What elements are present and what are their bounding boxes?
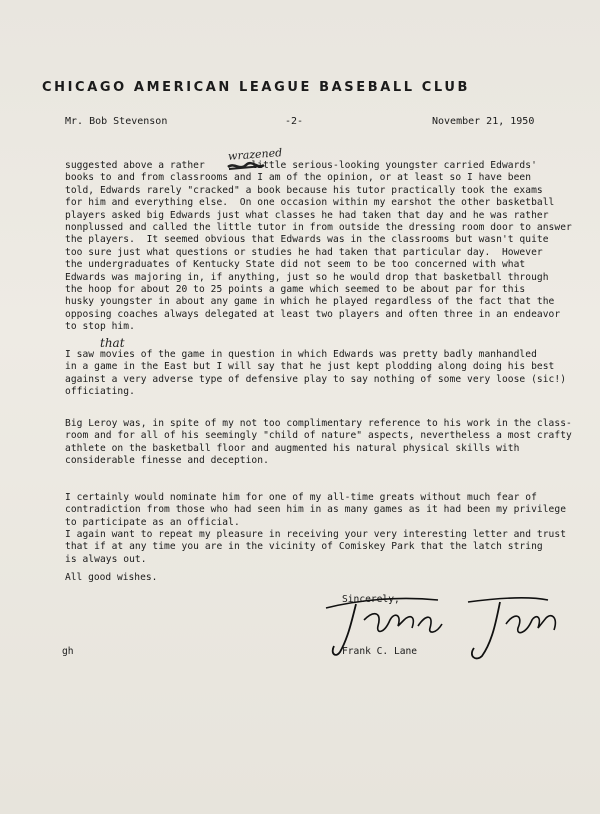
handwritten-insertion: wrazened — [227, 146, 283, 163]
body-paragraph-5: I again want to repeat my pleasure in receiving your very interesting letter and trust that if at any time you are in the vicinity of Comiskey Park that the latch string is always out. — [65, 529, 567, 565]
closing-sincerely: Sincerely, — [342, 594, 400, 605]
letter-date: November 21, 1950 — [432, 116, 535, 127]
body-paragraph-4: I certainly would nominate him for one of my all-time greats without much fear of contradiction from those who had seen him in as many games as it had been my privilege to participate as an official. — [65, 492, 567, 528]
handwritten-insertion-2: that — [100, 336, 125, 350]
page-number: -2- — [285, 116, 304, 127]
letterhead-title: CHICAGO AMERICAN LEAGUE BASEBALL CLUB — [42, 80, 470, 95]
typist-initials: gh — [62, 646, 74, 657]
closing-wishes: All good wishes. — [65, 572, 158, 583]
signer-name: Frank C. Lane — [342, 646, 418, 657]
body-paragraph-3: Big Leroy was, in spite of my not too complimentary reference to his work in the class- room and for all of his seemingly "child of nature" aspects, nevertheless a most crafty athlete on the basketball floor and augmented his natural physical skills with considerable finesse and deception. — [65, 418, 572, 467]
body-paragraph-2: I saw movies of the game in question in which Edwards was pretty badly manhandled in a game in the East but I will say that he just kept plodding along doing his best against a very adverse type of defensive play to say nothing of some very loose (sic!) officiating. — [65, 349, 567, 398]
body-paragraph-1: suggested above a rather little serious-looking youngster carried Edwards' books to and from classrooms and I am of the opinion, or at least so I have been told, Edwards rarely "cracked" a book because his tutor practically took the exams for him and everything else. On one occasion within my earshot the other basketball players asked big Edwards just what classes he had taken that day and he was rather nonplussed and called the little tutor in from outside the dressing room door to answer the players. It seemed obvious that Edwards was in the classrooms but wasn't quite too sure just what questions or studies he had taken that particular day. However the undergraduates of Kentucky State did not seem to be too concerned with what Edwards was majoring in, if anything, just so he would drop that basketball through the hoop for about 20 to 25 points a game which seemed to be about par for this husky youngster in about any game in which he played regardless of the fact that the opposing coaches always delegated at least two players and often three in an endeavor to stop him. — [65, 160, 572, 333]
recipient-line: Mr. Bob Stevenson — [65, 116, 168, 127]
